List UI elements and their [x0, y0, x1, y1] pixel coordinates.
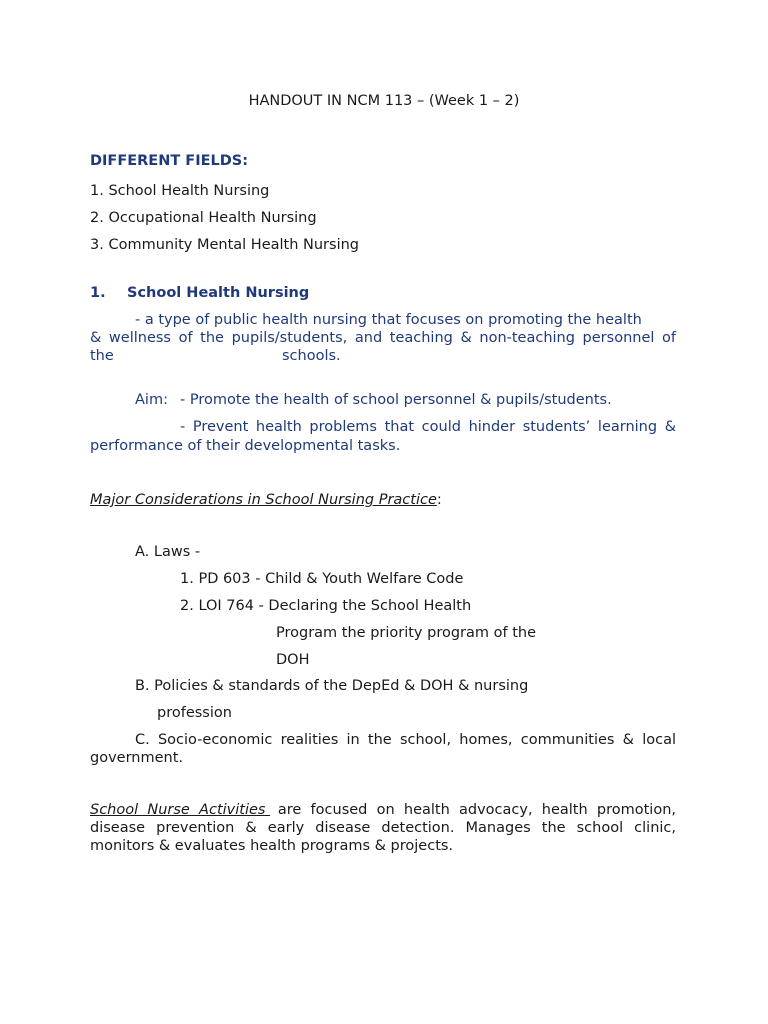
policies-line-2: profession [157, 705, 232, 721]
laws-label: A. Laws - [135, 544, 201, 560]
activities-line-1-rest: are focused on health advocacy, health promotion, [277, 802, 676, 818]
considerations-heading-row [90, 491, 442, 509]
definition-line-3a: the [90, 348, 114, 364]
field-item-3: 3. Community Mental Health Nursing [90, 237, 360, 253]
section-heading: School Health Nursing [127, 285, 310, 301]
activities-line-1 [90, 801, 676, 819]
activities-line-3: monitors & evaluates health programs & projects. [90, 838, 454, 854]
law-item-1: 1. PD 603 - Child & Youth Welfare Code [180, 571, 464, 587]
socio-line-2: government. [90, 750, 184, 766]
aim-item-2-line-1: - Prevent health problems that could hinder students’ learning & [180, 419, 676, 435]
socio-line-1: C. Socio-economic realities in the school, homes, communities & local [135, 732, 676, 748]
aim-label: Aim: [135, 392, 168, 408]
considerations-heading: Major Considerations in School Nursing Practice [90, 492, 437, 508]
aim-item-2-line-2: performance of their developmental tasks. [90, 438, 401, 454]
fields-heading: DIFFERENT FIELDS: [90, 153, 249, 169]
activities-label: School Nurse Activities [90, 802, 271, 818]
considerations-colon: : [436, 492, 442, 508]
policies-line-1: B. Policies & standards of the DepEd & DOH & nursing [135, 678, 529, 694]
section-number: 1. [90, 285, 106, 301]
law-item-2-line-2: Program the priority program of the [276, 625, 537, 641]
page-title: HANDOUT IN NCM 113 – (Week 1 – 2) [248, 93, 520, 109]
law-item-2-line-1: 2. LOI 764 - Declaring the School Health [180, 598, 472, 614]
aim-item-1: - Promote the health of school personnel & pupils/students. [180, 392, 612, 408]
definition-line-3b: schools. [282, 348, 341, 364]
activities-line-2: disease prevention & early disease detection. Manages the school clinic, [90, 820, 676, 836]
law-item-2-line-3: DOH [276, 652, 310, 668]
field-item-1: 1. School Health Nursing [90, 183, 270, 199]
definition-line-1: - a type of public health nursing that focuses on promoting the health [135, 312, 642, 328]
field-item-2: 2. Occupational Health Nursing [90, 210, 317, 226]
definition-line-2: & wellness of the pupils/students, and teaching & non-teaching personnel of [90, 330, 676, 346]
